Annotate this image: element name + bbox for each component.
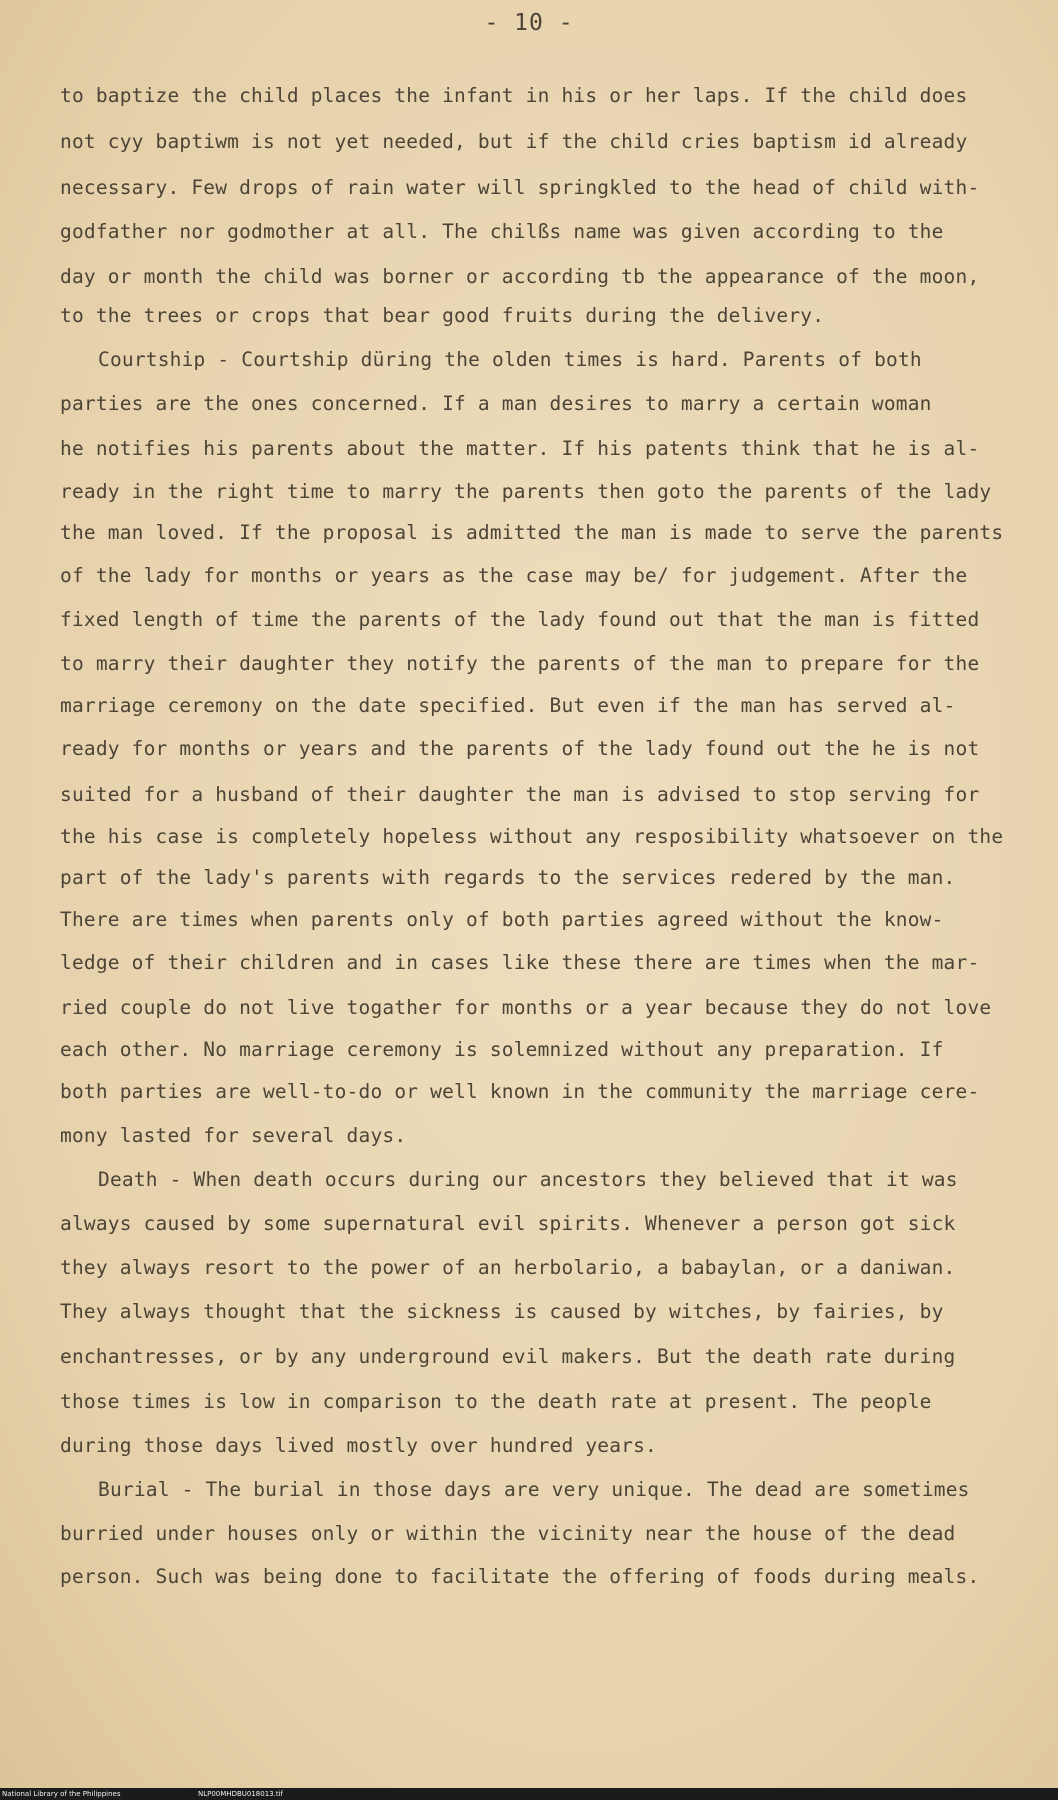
text-line: of the lady for months or years as the case may be/ for judgement. After the <box>60 564 968 587</box>
text-line: ready for months or years and the parents of the lady found out the he is not <box>60 737 980 760</box>
text-line: to the trees or crops that bear good fruits during the delivery. <box>60 304 825 327</box>
text-line: Burial - The burial in those days are very unique. The dead are sometimes <box>98 1478 970 1501</box>
text-line: part of the lady's parents with regards to the services redered by the man. <box>60 866 956 889</box>
text-line: They always thought that the sickness is caused by witches, by fairies, by <box>60 1300 944 1323</box>
text-line: Death - When death occurs during our ancestors they believed that it was <box>98 1168 958 1191</box>
text-line: not cyy baptiwm is not yet needed, but if the child cries baptism id already <box>60 130 968 153</box>
text-line: day or month the child was borner or according tb the appearance of the moon, <box>60 265 980 288</box>
text-line: fixed length of time the parents of the lady found out that the man is fitted <box>60 608 980 631</box>
scan-footer <box>0 1788 1058 1800</box>
text-line: to marry their daughter they notify the parents of the man to prepare for the <box>60 652 980 675</box>
text-line: those times is low in comparison to the death rate at present. The people <box>60 1390 932 1413</box>
text-line: There are times when parents only of both parties agreed without the know- <box>60 908 944 931</box>
text-line: suited for a husband of their daughter the man is advised to stop serving for <box>60 783 980 806</box>
text-line: the man loved. If the proposal is admitted the man is made to serve the parents <box>60 521 1004 544</box>
text-line: they always resort to the power of an herbolario, a babaylan, or a daniwan. <box>60 1256 956 1279</box>
text-line: person. Such was being done to facilitate the offering of foods during meals. <box>60 1565 980 1588</box>
text-line: enchantresses, or by any underground evil makers. But the death rate during <box>60 1345 956 1368</box>
text-line: ledge of their children and in cases like these there are times when the mar- <box>60 951 980 974</box>
text-line: parties are the ones concerned. If a man desires to marry a certain woman <box>60 392 932 415</box>
text-line: the his case is completely hopeless without any resposibility whatsoever on the <box>60 825 1004 848</box>
text-line: necessary. Few drops of rain water will springkled to the head of child with- <box>60 176 980 199</box>
text-line: burried under houses only or within the vicinity near the house of the dead <box>60 1522 956 1545</box>
text-line: always caused by some supernatural evil spirits. Whenever a person got sick <box>60 1212 956 1235</box>
text-line: during those days lived mostly over hundred years. <box>60 1434 657 1457</box>
text-line: ried couple do not live togather for months or a year because they do not love <box>60 996 992 1019</box>
text-line: each other. No marriage ceremony is solemnized without any preparation. If <box>60 1038 944 1061</box>
text-line: ready in the right time to marry the parents then goto the parents of the lady <box>60 480 992 503</box>
text-line: he notifies his parents about the matter. If his patents think that he is al- <box>60 437 980 460</box>
page-number: - 10 - <box>484 10 574 36</box>
text-line: godfather nor godmother at all. The chilßs name was given according to the <box>60 220 944 243</box>
text-line: mony lasted for several days. <box>60 1124 407 1147</box>
footer-library: National Library of the Philippines <box>2 1790 121 1798</box>
text-line: Courtship - Courtship düring the olden times is hard. Parents of both <box>98 348 922 371</box>
text-line: marriage ceremony on the date specified. But even if the man has served al- <box>60 694 956 717</box>
footer-file-id: NLP00MHDBU018013.tif <box>198 1790 283 1798</box>
text-line: both parties are well-to-do or well known in the community the marriage cere- <box>60 1080 980 1103</box>
text-line: to baptize the child places the infant in his or her laps. If the child does <box>60 84 968 107</box>
